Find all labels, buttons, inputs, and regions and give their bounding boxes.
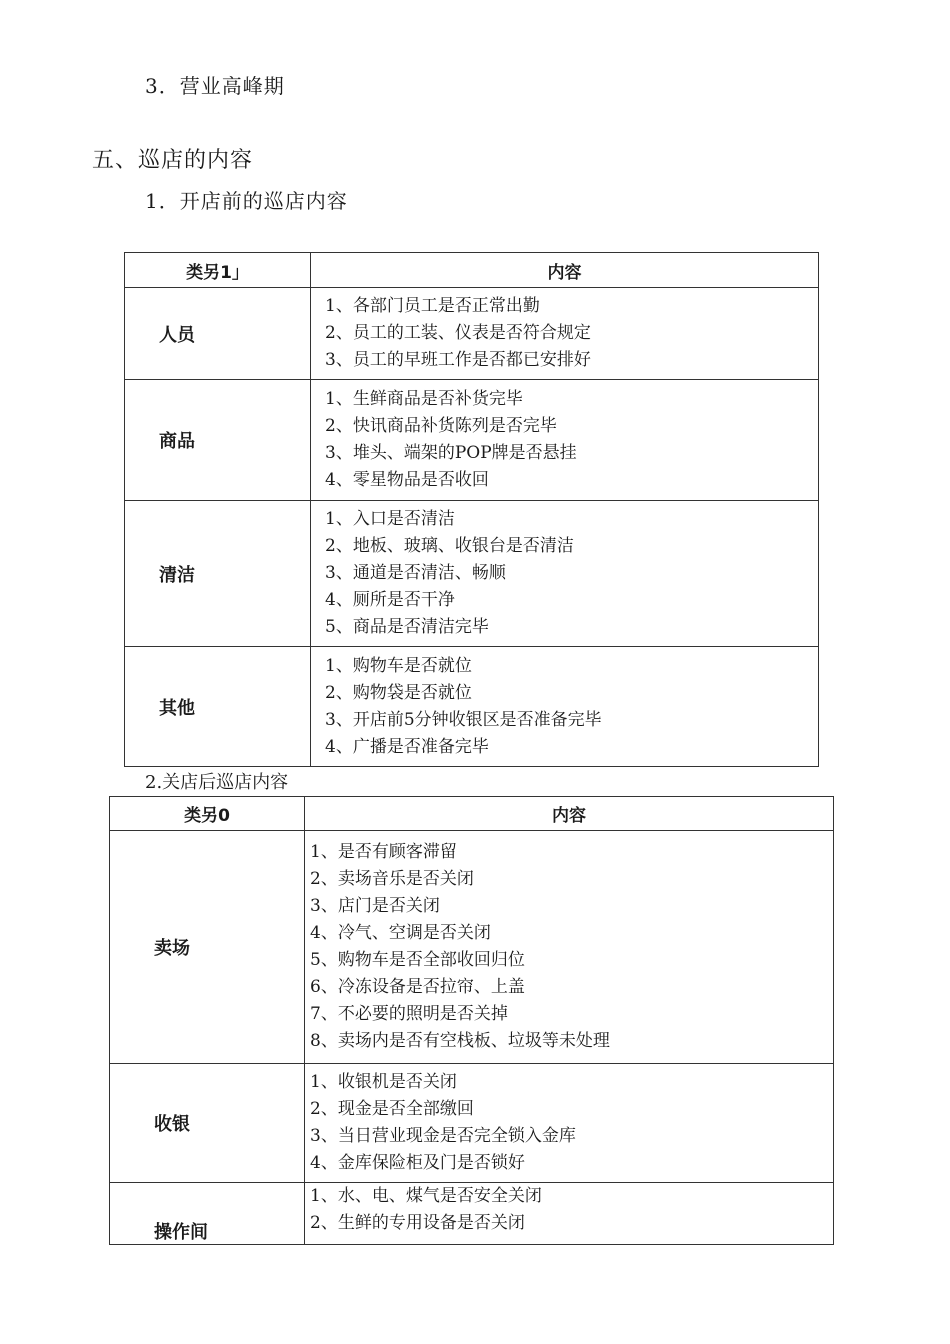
items-cell — [311, 380, 819, 501]
items-cell — [305, 1064, 834, 1183]
items-cell — [311, 288, 819, 380]
header-content: 内容 — [305, 797, 834, 831]
check-item: 3、堆头、端架的POP牌是否悬挂 — [325, 443, 577, 463]
check-item: 4、厕所是否干净 — [325, 590, 455, 610]
check-item: 3、开店前5分钟收银区是否准备完毕 — [325, 709, 602, 730]
category-cell: 清洁 — [125, 501, 311, 647]
check-item: 1、水、电、煤气是否安全关闭 — [310, 1186, 542, 1206]
items-cell — [311, 647, 819, 767]
check-item: 2、地板、玻璃、收银台是否清洁 — [325, 536, 574, 556]
table-row — [110, 1183, 834, 1245]
check-item: 1、收银机是否关闭 — [310, 1072, 457, 1092]
items-cell — [305, 831, 834, 1064]
table-row — [125, 501, 819, 647]
post-closing-inspection-table — [109, 796, 834, 1245]
pre-opening-inspection-table — [124, 252, 819, 767]
check-item: 2、快讯商品补货陈列是否完毕 — [325, 416, 557, 436]
items-cell — [305, 1183, 834, 1245]
check-item: 2、购物袋是否就位 — [325, 682, 472, 703]
check-item: 2、现金是否全部缴回 — [310, 1099, 474, 1119]
table-row — [125, 380, 819, 501]
check-item: 5、商品是否清洁完毕 — [325, 617, 489, 637]
category-cell: 卖场 — [110, 831, 305, 1064]
check-item: 1、各部门员工是否正常出勤 — [325, 296, 540, 316]
check-item: 3、当日营业现金是否完全锁入金库 — [310, 1126, 576, 1146]
table-row — [125, 288, 819, 380]
category-cell: 操作间 — [110, 1183, 305, 1245]
subheading-before-opening: 1．开店前的巡店内容 — [145, 189, 348, 213]
check-item: 4、冷气、空调是否关闭 — [310, 923, 491, 943]
category-cell: 其他 — [125, 647, 311, 767]
check-item: 8、卖场内是否有空栈板、垃圾等未处理 — [310, 1031, 610, 1051]
header-category: 类另0 — [110, 797, 305, 831]
check-item: 7、不必要的照明是否关掉 — [310, 1004, 508, 1024]
check-item: 2、生鲜的专用设备是否关闭 — [310, 1213, 525, 1233]
check-item: 3、店门是否关闭 — [310, 896, 440, 916]
category-cell: 人员 — [125, 288, 311, 380]
subheading-after-closing: 2.关店后巡店内容 — [145, 772, 289, 793]
check-item: 1、是否有顾客滞留 — [310, 842, 457, 862]
check-item: 2、卖场音乐是否关闭 — [310, 869, 474, 889]
category-cell: 收银 — [110, 1064, 305, 1183]
section-heading: 五、巡店的内容 — [92, 148, 254, 173]
check-item: 1、生鲜商品是否补货完毕 — [325, 389, 523, 409]
check-item: 4、广播是否准备完毕 — [325, 736, 489, 757]
table-header-row — [125, 253, 819, 288]
check-item: 5、购物车是否全部收回归位 — [310, 950, 525, 970]
items-cell — [311, 501, 819, 647]
check-item: 3、通道是否清洁、畅顺 — [325, 563, 506, 583]
check-item: 4、金库保险柜及门是否锁好 — [310, 1153, 525, 1173]
check-item: 1、入口是否清洁 — [325, 509, 455, 529]
category-cell: 商品 — [125, 380, 311, 501]
header-category: 类另1」 — [125, 253, 311, 288]
header-content: 内容 — [311, 253, 819, 288]
check-item: 6、冷冻设备是否拉帘、上盖 — [310, 977, 525, 997]
table-row — [110, 1064, 834, 1183]
check-item: 4、零星物品是否收回 — [325, 470, 489, 490]
check-item: 1、购物车是否就位 — [325, 655, 472, 676]
check-item: 2、员工的工装、仪表是否符合规定 — [325, 323, 591, 343]
table-row — [110, 831, 834, 1064]
table-row — [125, 647, 819, 767]
table-header-row — [110, 797, 834, 831]
check-item: 3、员工的早班工作是否都已安排好 — [325, 350, 591, 370]
list-item-peak-period: 3．营业高峰期 — [145, 74, 285, 98]
